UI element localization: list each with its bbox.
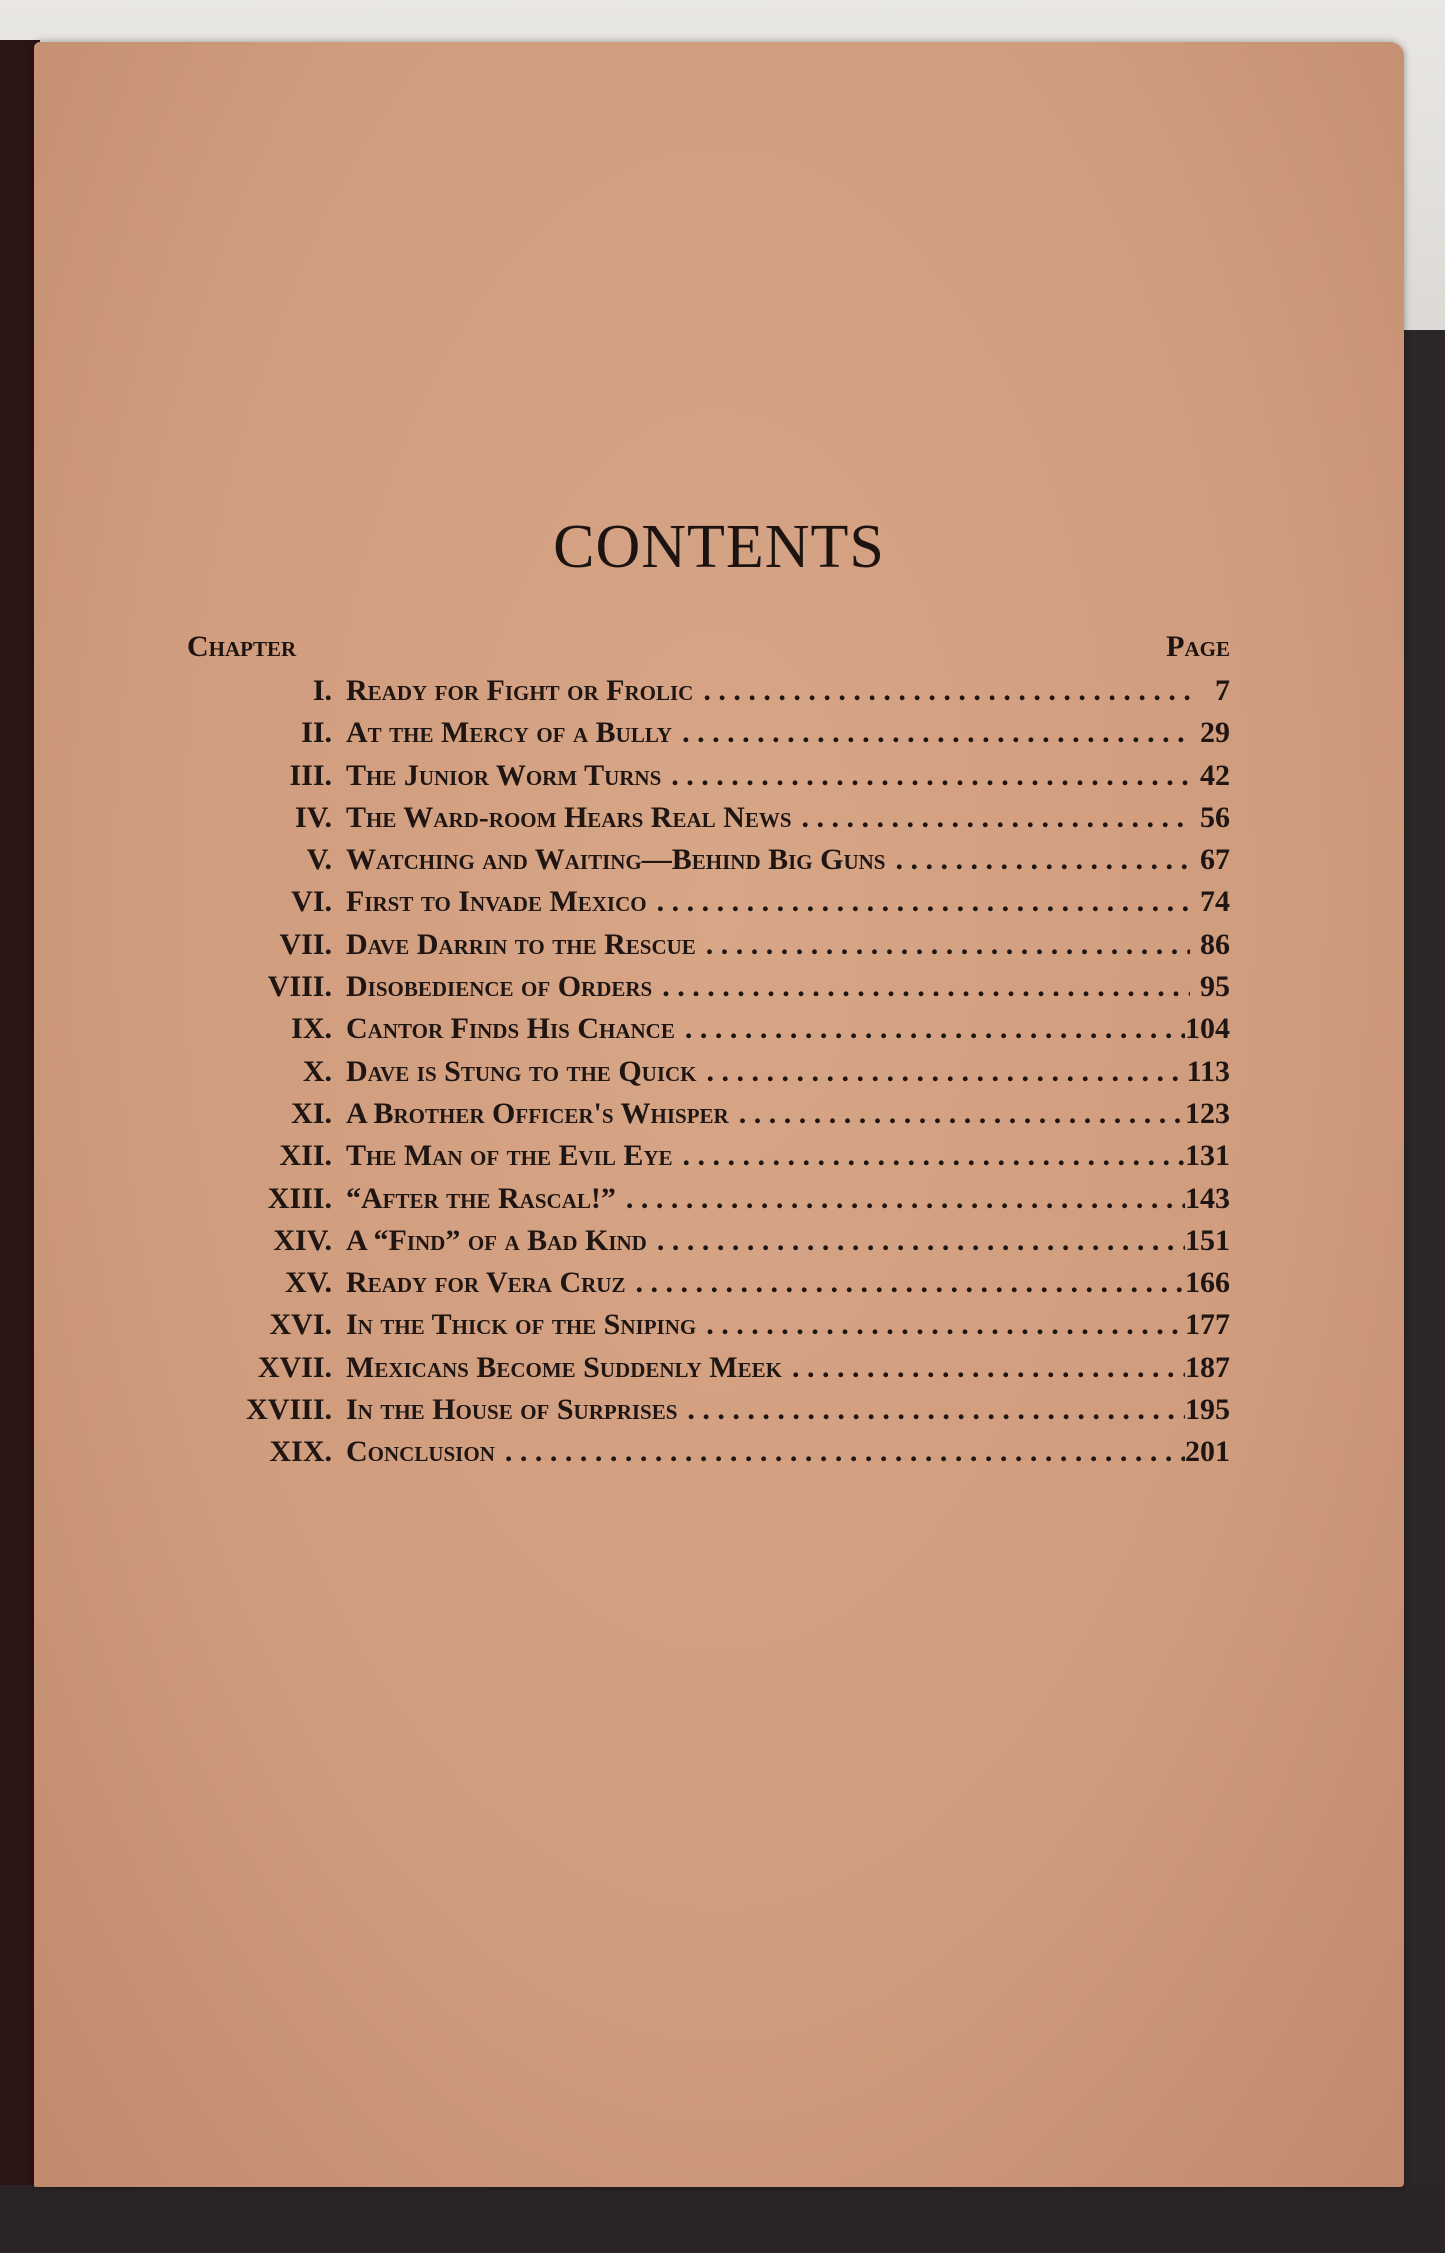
dot-leader xyxy=(706,928,1190,962)
page-number: 143 xyxy=(1185,1181,1230,1215)
chapter-title: The Man of the Evil Eye xyxy=(346,1139,673,1173)
chapter-title: At the Mercy of a Bully xyxy=(346,716,673,750)
chapter-title: “After the Rascal!” xyxy=(346,1181,616,1215)
dot-leader xyxy=(707,1055,1187,1089)
book-edge xyxy=(0,2185,1445,2253)
toc-entry xyxy=(154,1055,1230,1097)
chapter-number: XVIII. xyxy=(246,1393,332,1427)
chapter-number: I. xyxy=(312,674,332,707)
chapter-number: XIII. xyxy=(267,1181,332,1215)
toc-entry xyxy=(154,759,1230,801)
chapter-title: In the House of Surprises xyxy=(346,1393,678,1427)
chapter-number: XIX. xyxy=(269,1435,332,1469)
dot-leader xyxy=(682,716,1190,750)
page-number: 177 xyxy=(1185,1308,1230,1342)
toc-entry xyxy=(154,970,1230,1012)
toc-entry xyxy=(154,1182,1230,1224)
dot-leader xyxy=(657,885,1190,919)
page-number: 86 xyxy=(1200,927,1230,961)
dot-leader xyxy=(626,1182,1185,1216)
page-number: 195 xyxy=(1185,1393,1230,1427)
toc-entry xyxy=(154,1351,1230,1393)
toc-entry xyxy=(154,801,1230,843)
toc-entry xyxy=(154,1139,1230,1181)
dot-leader xyxy=(739,1097,1185,1131)
chapter-number: XII. xyxy=(279,1139,332,1173)
toc-entry xyxy=(154,928,1230,970)
chapter-title: A Brother Officer's Whisper xyxy=(346,1096,729,1130)
page-number: 29 xyxy=(1200,716,1230,750)
chapter-number: III. xyxy=(289,758,332,792)
page-number: 56 xyxy=(1200,800,1230,834)
toc-entry xyxy=(154,1266,1230,1308)
chapter-title: Disobedience of Orders xyxy=(346,970,653,1004)
chapter-column-header: Chapter xyxy=(187,630,297,663)
dot-leader xyxy=(662,970,1190,1004)
toc-entry xyxy=(154,1224,1230,1266)
chapter-title: First to Invade Mexico xyxy=(346,885,647,919)
toc-entry xyxy=(154,1012,1230,1054)
page-title: CONTENTS xyxy=(553,513,885,581)
chapter-number: IV. xyxy=(295,800,332,834)
chapter-title: The Junior Worm Turns xyxy=(346,758,662,792)
chapter-number: X. xyxy=(302,1054,332,1088)
table-of-contents xyxy=(154,674,1230,1478)
chapter-number: VIII. xyxy=(267,970,332,1004)
page-number: 201 xyxy=(1185,1435,1230,1469)
chapter-title: Cantor Finds His Chance xyxy=(346,1012,675,1046)
book-page xyxy=(34,42,1404,2187)
chapter-title: In the Thick of the Sniping xyxy=(346,1308,697,1342)
dot-leader xyxy=(505,1435,1185,1469)
page-number: 187 xyxy=(1185,1350,1230,1384)
dot-leader xyxy=(706,1308,1185,1342)
toc-entry xyxy=(154,1435,1230,1477)
page-number: 131 xyxy=(1185,1139,1230,1173)
page-number: 151 xyxy=(1185,1223,1230,1257)
toc-entry xyxy=(154,1097,1230,1139)
dot-leader xyxy=(635,1266,1185,1300)
chapter-number: XVII. xyxy=(257,1350,332,1384)
page-column-header: Page xyxy=(1166,630,1230,663)
dot-leader xyxy=(895,843,1190,877)
dot-leader xyxy=(703,674,1190,708)
chapter-number: IX. xyxy=(291,1012,332,1046)
chapter-number: XV. xyxy=(285,1266,332,1300)
page-number: 67 xyxy=(1200,843,1230,877)
chapter-title: Watching and Waiting—Behind Big Guns xyxy=(346,843,886,877)
chapter-number: II. xyxy=(301,716,332,750)
page-number: 42 xyxy=(1200,758,1230,792)
page-number: 7 xyxy=(1215,674,1230,707)
toc-entry xyxy=(154,1393,1230,1435)
chapter-title: Ready for Vera Cruz xyxy=(346,1266,626,1300)
page-number: 123 xyxy=(1185,1096,1230,1130)
page-number: 74 xyxy=(1200,885,1230,919)
chapter-title: The Ward-room Hears Real News xyxy=(346,800,792,834)
dot-leader xyxy=(685,1012,1185,1046)
page-number: 95 xyxy=(1200,970,1230,1004)
dot-leader xyxy=(683,1139,1185,1173)
toc-entry xyxy=(154,843,1230,885)
chapter-title: Conclusion xyxy=(346,1435,495,1469)
page-number: 166 xyxy=(1185,1266,1230,1300)
chapter-number: XI. xyxy=(291,1096,332,1130)
chapter-title: Mexicans Become Suddenly Meek xyxy=(346,1350,782,1384)
background-shadow xyxy=(1400,330,1445,2253)
dot-leader xyxy=(687,1393,1185,1427)
chapter-number: VI. xyxy=(291,885,332,919)
chapter-number: XVI. xyxy=(269,1308,332,1342)
dot-leader xyxy=(802,801,1191,835)
chapter-title: Ready for Fight or Frolic xyxy=(346,674,694,707)
page-number: 104 xyxy=(1185,1012,1230,1046)
chapter-number: XIV. xyxy=(273,1223,332,1257)
chapter-title: A “Find” of a Bad Kind xyxy=(346,1223,647,1257)
chapter-title: Dave is Stung to the Quick xyxy=(346,1054,697,1088)
toc-entry xyxy=(154,1308,1230,1350)
chapter-title: Dave Darrin to the Rescue xyxy=(346,927,696,961)
dot-leader xyxy=(792,1351,1185,1385)
toc-entry xyxy=(154,716,1230,758)
dot-leader xyxy=(657,1224,1185,1258)
dot-leader xyxy=(671,759,1190,793)
page-number: 113 xyxy=(1186,1054,1230,1088)
toc-entry xyxy=(154,674,1230,716)
toc-entry xyxy=(154,885,1230,927)
chapter-number: VII. xyxy=(279,927,332,961)
chapter-number: V. xyxy=(306,843,332,877)
